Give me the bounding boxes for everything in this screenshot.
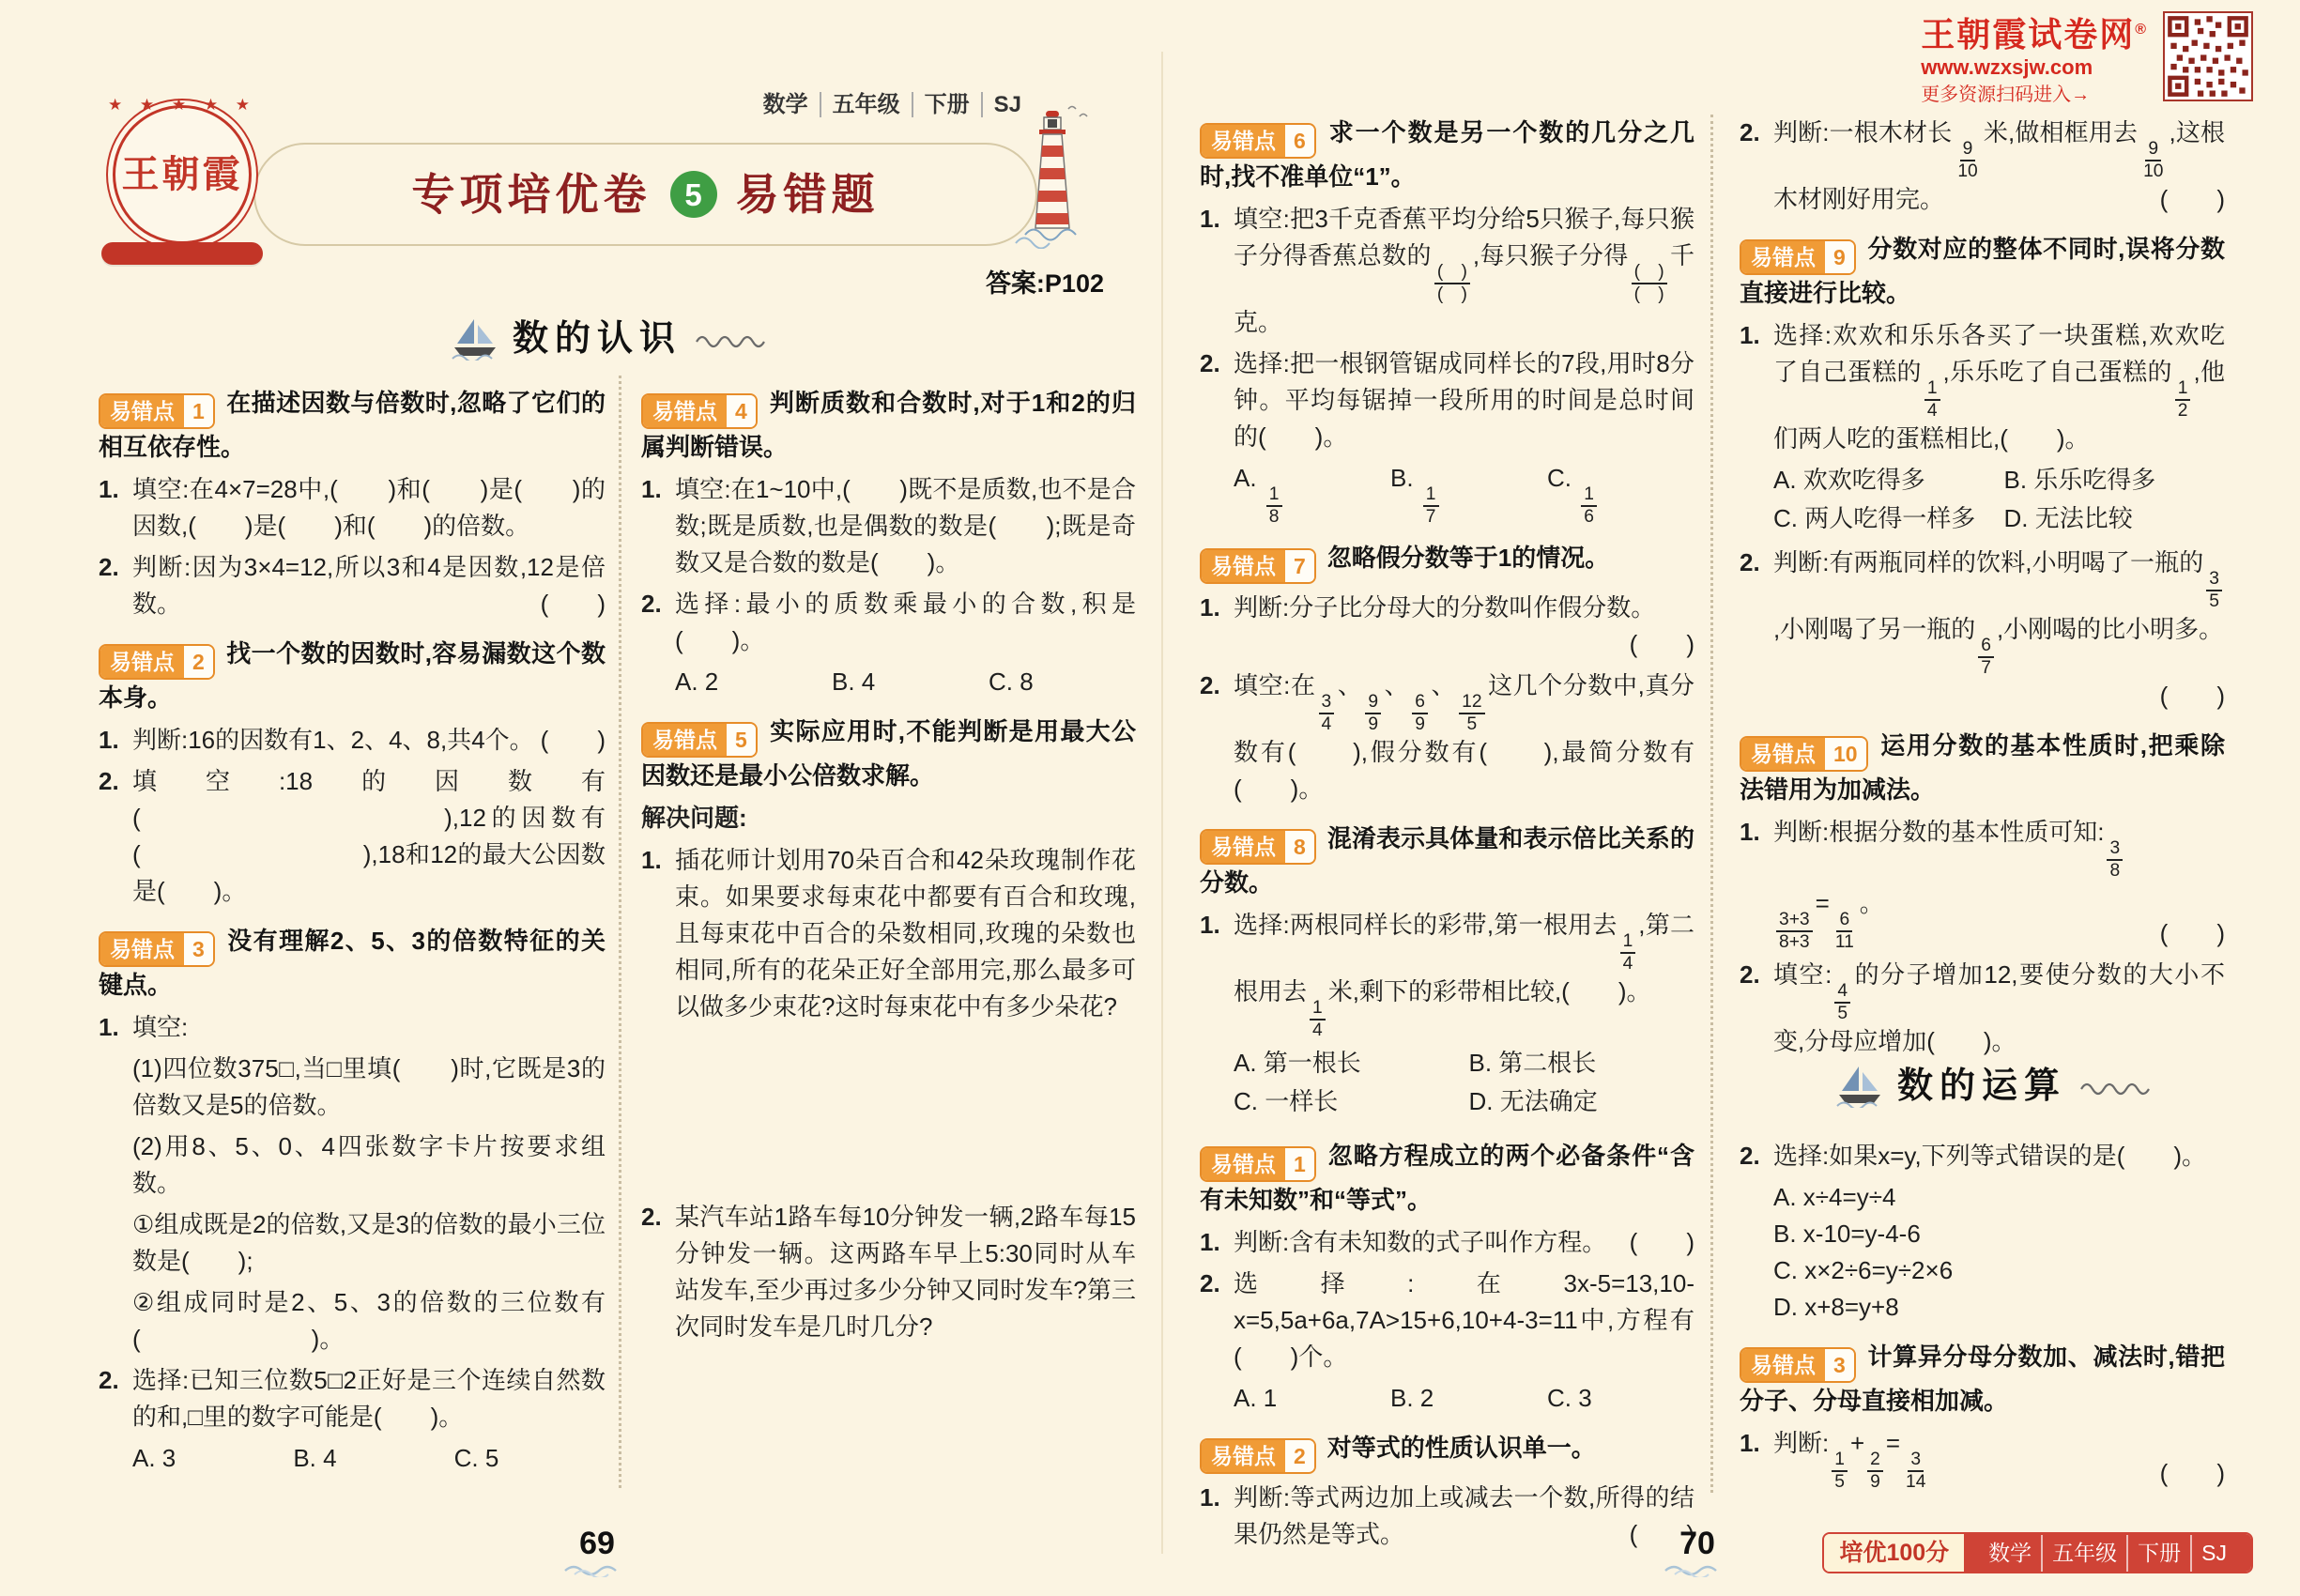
fraction: $\frac{3}{5}$ (2206, 569, 2222, 611)
item-number: 2. (1200, 1269, 1220, 1297)
item-number: 1. (641, 846, 662, 874)
section-title: 数的认识 (513, 318, 682, 359)
badge-number: 10 (1825, 738, 1866, 770)
item-number: 2. (1740, 548, 1760, 577)
answer-blank: ( ) (540, 726, 606, 754)
item-text: 某汽车站1路车每10分钟发一辆,2路车每15分钟发一辆。这两路车早上5:30同时从车站发车,至少再过多少分钟又同时发车?第三次同时发车是几时几分? (675, 1203, 1136, 1341)
item-number: 2. (99, 767, 119, 795)
question-item (1200, 1224, 1694, 1261)
answer-options (1234, 1045, 1694, 1120)
badge-number: 8 (1285, 831, 1314, 863)
badge-number: 3 (184, 933, 213, 965)
fraction: $\frac{12}{5}$ (1459, 692, 1484, 734)
question-item (1740, 957, 2225, 1060)
answer-blank: ( ) (540, 590, 606, 618)
sub-item (99, 1284, 606, 1358)
error-point-text: 实际应用时,不能判断是用最大公因数还是最小公倍数求解。 (641, 717, 1136, 790)
badge-number: 1 (1285, 1148, 1314, 1180)
error-point-badge (1740, 1347, 1856, 1383)
option: B. $\frac{1}{7}$ (1390, 460, 1538, 527)
right-page-column-1-top (1200, 115, 1694, 1128)
question-item (641, 842, 1136, 1025)
fraction: $\frac{6}{7}$ (1978, 636, 1994, 678)
badge-label: 易错点 (1741, 1349, 1825, 1381)
question-item (1740, 885, 2225, 952)
item-number: 2. (1740, 960, 1760, 990)
right-page-column-1-bottom (1200, 1138, 1694, 1558)
task-label (641, 800, 1136, 836)
meta-grade: 五年级 (820, 92, 912, 117)
item-text: 填空:在1~10中,( )既不是质数,也不是合数;既是质数,也是偶数的数是( );既是奇数又是合数的数是( )。 (675, 475, 1136, 576)
question-item (99, 763, 606, 910)
item-number: 1. (1200, 1228, 1220, 1256)
paper-number-circle: 5 (670, 171, 717, 218)
error-point-text: 判断质数和合数时,对于1和2的归属判断错误。 (641, 389, 1136, 461)
badge-number: 9 (1825, 241, 1854, 273)
option: C. 一样长 (1234, 1087, 1339, 1116)
fraction: $\frac{9}{9}$ (1365, 692, 1381, 734)
option: B. 4 (293, 1444, 337, 1472)
brand-stamp (105, 90, 259, 269)
error-point-badge (1200, 1438, 1316, 1474)
page-number: 69 (579, 1526, 615, 1561)
option: B. 第二根长 (1468, 1049, 1597, 1078)
item-number: 1. (1200, 593, 1220, 622)
section-header-number-operations (1835, 1065, 2170, 1108)
error-point-text: 找一个数的因数时,容易漏数这个数本身。 (99, 639, 606, 712)
badge-label: 易错点 (100, 646, 184, 678)
sub-item (99, 1128, 606, 1202)
item-text: 判断:16的因数有1、2、4、8,共4个。 (132, 726, 534, 754)
option: A. 3 (132, 1444, 176, 1472)
error-point-text: 分数对应的整体不同时,误将分数直接进行比较。 (1740, 235, 2225, 308)
option: A. x÷4=y÷4 (1773, 1183, 1896, 1211)
page-number: 70 (1679, 1526, 1715, 1561)
paper-title-banner (253, 143, 1037, 246)
page-fold-line (1161, 52, 1163, 1554)
item-text: 填空: (132, 1013, 189, 1041)
badge-label: 易错点 (1741, 738, 1825, 770)
publisher-logo (1921, 11, 2253, 106)
error-point-text: 在描述因数与倍数时,忽略了它们的相互依存性。 (99, 389, 606, 461)
item-number: 2. (1200, 671, 1220, 700)
question-item (1740, 814, 2225, 881)
item-number: 1. (1740, 321, 1760, 350)
series-volume: 下册 (2126, 1535, 2190, 1572)
badge-number: 2 (184, 646, 213, 678)
badge-label: 易错点 (643, 724, 727, 756)
site-name-text: 王朝霞试卷网 (1921, 15, 2136, 54)
question-item (99, 549, 606, 622)
option: A. 1 (1234, 1384, 1278, 1412)
option: B. 2 (1390, 1384, 1434, 1412)
fraction: $\frac{6}{9}$ (1412, 692, 1428, 734)
error-point-text: 忽略方程成立的两个必备条件“含有未知数”和“等式”。 (1200, 1142, 1694, 1214)
error-point-text: 计算异分母分数加、减法时,错把分子、分母直接相加减。 (1740, 1343, 2225, 1415)
section-title: 数的运算 (1897, 1066, 2067, 1106)
fraction: $\frac{3}{14}$ (1906, 1450, 1926, 1492)
answer-options (132, 1440, 606, 1477)
task-label-text: 解决问题: (641, 804, 747, 832)
fraction: $\frac{9}{10}$ (2143, 139, 2164, 181)
page-number-right (1664, 1526, 1731, 1577)
fraction: $\frac{1}{4}$ (1310, 998, 1326, 1040)
item-text: 填空:18的因数有( ),12的因数有( ),18和12的最大公因数是( )。 (132, 767, 606, 905)
error-point-badge (641, 722, 758, 758)
fraction: $\frac{6}{11}$ (1834, 910, 1854, 952)
error-point-text: 混淆表示具体量和表示倍比关系的分数。 (1200, 824, 1694, 898)
item-number: 2. (641, 590, 662, 618)
column-divider-right-page (1710, 115, 1713, 1493)
badge-label: 易错点 (1202, 1148, 1285, 1180)
registered-mark: ® (2135, 22, 2148, 38)
item-text: 选择:把一根钢管锯成同样长的7段,用时8分钟。平均每锯掉一段所用的时间是总时间的( )。 (1234, 349, 1694, 452)
item-number: 1. (1200, 205, 1220, 233)
question-item (641, 1199, 1136, 1345)
badge-label: 易错点 (1202, 125, 1285, 157)
question-item (1200, 590, 1694, 663)
page-number-left (563, 1526, 631, 1577)
item-text: 判断:一根木材长 $\frac{9}{10}$ 米,做相框用去 $\frac{9}{10}$ ,这根木材刚好用完。 (1773, 118, 2225, 214)
badge-number: 2 (1285, 1440, 1314, 1472)
sailboat-icon (1835, 1065, 1884, 1108)
question-item (1200, 1480, 1694, 1553)
item-text: 选择:在3x-5=13,10-x=5,5a+6a,7A>15+6,10+4-3=11中,方程有( )个。 (1234, 1269, 1694, 1371)
wave-decoration (563, 1562, 631, 1577)
error-point (1200, 115, 1694, 195)
item-number: 1. (1740, 1429, 1760, 1457)
fraction: $\frac{2}{9}$ (1867, 1450, 1883, 1492)
fraction: $\frac{9}{10}$ (1957, 139, 1978, 181)
column-divider-left-page (619, 376, 621, 1488)
series-info (1964, 1534, 2251, 1572)
fraction: $\frac{4}{5}$ (1834, 981, 1850, 1023)
item-text: 选择:欢欢和乐乐各买了一块蛋糕,欢欢吃了自己蛋糕的 $\frac{1}{4}$ ,乐乐吃了自己蛋糕的 $\frac{1}{2}$ ,他们两人吃的蛋糕相比,( )。 (1773, 321, 2225, 453)
error-point (1200, 540, 1694, 584)
brand-name: 王朝霞 (121, 153, 243, 195)
option: A. 2 (675, 668, 719, 696)
option: C. 8 (989, 668, 1034, 696)
item-text: 选择:最小的质数乘最小的合数,积是( )。 (675, 590, 1136, 654)
sub-item (99, 1206, 606, 1280)
series-name: 培优100分 (1824, 1534, 1964, 1572)
item-text: 填空:把3千克香蕉平均分给5只猴子,每只猴子分得香蕉总数的 $\frac{( )}{( )}$ ,每只猴子分得 $\frac{( )}{( )}$ 千克。 (1234, 205, 1694, 337)
sub-item-text: (1)四位数375□,当□里填( )时,它既是3的倍数又是5的倍数。 (132, 1054, 606, 1119)
question-item (1740, 545, 2225, 714)
item-number: 1. (1200, 911, 1220, 940)
fraction: $\frac{1}{4}$ (1924, 378, 1940, 421)
answer-blank: ( ) (1629, 1520, 1694, 1548)
fraction: $\frac{3}{4}$ (1319, 692, 1335, 734)
fraction: $\frac{1}{8}$ (1266, 484, 1282, 527)
answer-options (1234, 460, 1694, 527)
item-number: 1. (1740, 818, 1760, 847)
option: D. 无法确定 (1468, 1087, 1598, 1116)
answer-options (675, 664, 1136, 700)
item-number: 2. (641, 1203, 662, 1231)
paper-title: 专项培优卷 (411, 169, 652, 219)
sub-item (99, 1051, 606, 1124)
error-point-badge (1200, 829, 1316, 865)
sub-item-text: ①组成既是2的倍数,又是3的倍数的最小三位数是( ); (132, 1210, 606, 1275)
item-text: 判断:因为3×4=12,所以3和4是因数,12是倍数。 (132, 553, 606, 618)
option: C. $\frac{1}{6}$ (1547, 460, 1694, 527)
stamp-stars: ★ ★ ★ ★ ★ (107, 96, 257, 114)
option: B. x-10=y-4-6 (1773, 1220, 1921, 1248)
question-item (641, 471, 1136, 581)
item-text: 填空:在 $\frac{3}{4}$ 、 $\frac{9}{9}$ 、 $\frac{6}{9}$ 、 $\frac{12}{5}$ 这几个分数中,真分数有( ),假分数有( ),最简分数有( )。 (1234, 671, 1694, 804)
badge-label: 易错点 (1202, 831, 1285, 863)
item-text: $\frac{3+3}{8+3}$ = $\frac{6}{11}$ 。 (1773, 889, 1884, 917)
item-number: 1. (1200, 1483, 1220, 1512)
question-item (99, 722, 606, 759)
error-point-badge (1200, 123, 1316, 159)
option: C. 3 (1547, 1384, 1592, 1412)
item-text: 选择:已知三位数5□2正好是三个连续自然数的和,□里的数字可能是( )。 (132, 1366, 606, 1431)
series-grade: 五年级 (2041, 1535, 2126, 1572)
fraction: $\frac{1}{6}$ (1581, 484, 1597, 527)
series-edition: SJ (2190, 1535, 2236, 1572)
wave-decoration (1664, 1562, 1731, 1577)
item-text: 填空: $\frac{4}{5}$ 的分子增加12,要使分数的大小不变,分母应增加( )。 (1773, 960, 2225, 1056)
error-point (1740, 231, 2225, 312)
answer-blank: ( ) (2159, 1459, 2225, 1488)
publisher-text (1921, 11, 2148, 106)
fraction: $\frac{3}{8}$ (2107, 838, 2123, 881)
item-number: 2. (99, 553, 119, 581)
stamp-circle (113, 105, 252, 244)
answer-options (1773, 1179, 2225, 1326)
item-number: 2. (1740, 1142, 1760, 1170)
error-point (1200, 1138, 1694, 1219)
option: B. 4 (832, 668, 876, 696)
badge-number: 6 (1285, 125, 1314, 157)
option: C. x×2÷6=y÷2×6 (1773, 1256, 1954, 1284)
answer-options (1234, 1380, 1694, 1417)
item-number: 2. (1740, 118, 1760, 146)
left-page-column-1 (99, 385, 606, 1484)
error-point (1740, 1339, 2225, 1420)
item-text: 判断: $\frac{1}{5}$ + $\frac{2}{9}$ = $\frac{3}{14}$ (1773, 1429, 1931, 1457)
item-text: 判断:分子比分母大的分数叫作假分数。 (1234, 593, 1656, 622)
option: A. 第一根长 (1234, 1049, 1361, 1078)
error-point-badge (99, 393, 215, 429)
error-point-text: 没有理解2、5、3的倍数特征的关键点。 (99, 927, 606, 999)
left-page-column-2 (641, 385, 1136, 1350)
question-item (1200, 668, 1694, 807)
item-number: 1. (99, 475, 119, 503)
error-point-text: 求一个数是另一个数的几分之几时,找不准单位“1”。 (1200, 118, 1694, 191)
badge-number: 1 (184, 395, 213, 427)
question-item (1200, 201, 1694, 341)
badge-label: 易错点 (1202, 550, 1285, 582)
question-item (1200, 1266, 1694, 1375)
section-header-number-sense (451, 317, 785, 361)
sailboat-icon (451, 317, 499, 361)
error-point-text: 忽略假分数等于1的情况。 (1326, 544, 1610, 573)
squiggle-decoration (2079, 1076, 2170, 1097)
question-item (1740, 317, 2225, 457)
fraction: $\frac{1}{4}$ (1620, 931, 1636, 974)
error-point (99, 923, 606, 1004)
fraction: $\frac{1}{5}$ (1832, 1450, 1848, 1492)
meta-subject: 数学 (762, 92, 808, 117)
error-point (1740, 728, 2225, 808)
error-point-badge (641, 393, 758, 429)
paper-subtitle: 易错题 (735, 169, 880, 219)
item-text: 填空:在4×7=28中,( )和( )是( )的因数,( )是( )和( )的倍数。 (132, 475, 606, 540)
answer-options (1773, 462, 2225, 537)
question-item (1200, 345, 1694, 455)
sub-item-text: (2)用8、5、0、4四张数字卡片按要求组数。 (132, 1132, 606, 1197)
fraction: $\frac{1}{7}$ (1423, 484, 1439, 527)
badge-label: 易错点 (1202, 1440, 1285, 1472)
item-number: 1. (99, 1013, 119, 1041)
question-item (1740, 115, 2225, 218)
item-text: 选择:如果x=y,下列等式错误的是( )。 (1773, 1142, 2207, 1170)
qr-code (2163, 11, 2253, 101)
error-point (99, 385, 606, 466)
error-point-text: 运用分数的基本性质时,把乘除法错用为加减法。 (1740, 731, 2225, 805)
option: B. 乐乐吃得多 (2003, 466, 2156, 495)
series-badge (1822, 1532, 2253, 1573)
error-point-badge (1740, 239, 1856, 275)
question-item (99, 1362, 606, 1435)
site-name (1921, 11, 2148, 54)
question-item (99, 1009, 606, 1046)
answer-blank: ( ) (2159, 682, 2225, 711)
squiggle-decoration (695, 329, 785, 349)
meta-volume: 下册 (912, 92, 981, 117)
question-item (1740, 1425, 2225, 1492)
right-page-column-2-top (1740, 115, 2225, 1065)
badge-label: 易错点 (643, 395, 727, 427)
error-point-badge (1200, 548, 1316, 584)
error-point-text: 对等式的性质认识单一。 (1326, 1434, 1596, 1462)
item-number: 1. (99, 726, 119, 754)
error-point-badge (99, 931, 215, 967)
stamp-ribbon (101, 242, 263, 265)
item-text: 判断:含有未知数的式子叫作方程。 (1234, 1228, 1607, 1256)
item-number: 2. (99, 1366, 119, 1394)
error-point (641, 714, 1136, 794)
answer-blank: ( ) (1629, 1228, 1694, 1256)
meta-edition: SJ (981, 92, 1033, 117)
item-number: 1. (641, 475, 662, 503)
answer-reference: 答案:P102 (985, 269, 1104, 298)
sub-item-text: ②组成同时是2、5、3的倍数的三位数有( )。 (132, 1288, 606, 1353)
badge-label: 易错点 (100, 933, 184, 965)
item-text: 插花师计划用70朵百合和42朵玫瑰制作花束。如果要求每束花中都要有百合和玫瑰,且每束花中百合的朵数相同,玫瑰的朵数也相同,所有的花朵正好全部用完,那么最多可以做多少束花?这时每束花中有多少朵花? (675, 846, 1136, 1021)
right-page-column-2-bottom (1740, 1138, 2225, 1496)
answer-blank: ( ) (2159, 919, 2225, 948)
fraction: $\frac{3+3}{8+3}$ (1776, 910, 1813, 952)
error-point-badge (99, 644, 215, 680)
item-text: 选择:两根同样长的彩带,第一根用去 $\frac{1}{4}$ ,第二根用去 $\frac{1}{4}$ 米,剩下的彩带相比较,( )。 (1234, 911, 1694, 1040)
fraction: $\frac{1}{2}$ (2175, 378, 2191, 421)
site-url: www.wzxsjw.com (1921, 55, 2093, 79)
option: A. 欢欢吃得多 (1773, 466, 1925, 495)
item-text: 判断:根据分数的基本性质可知: $\frac{3}{8}$ (1773, 818, 2125, 846)
error-point-badge (1200, 1146, 1316, 1182)
badge-number: 7 (1285, 550, 1314, 582)
badge-label: 易错点 (1741, 241, 1825, 273)
error-point (1200, 1430, 1694, 1474)
option: C. 5 (453, 1444, 499, 1472)
badge-label: 易错点 (100, 395, 184, 427)
badge-number: 5 (727, 724, 756, 756)
error-point (1200, 821, 1694, 901)
option: D. 无法比较 (2003, 504, 2133, 533)
page-header-meta (601, 86, 1033, 123)
answer-blank: ( ) (1629, 630, 1694, 659)
error-point-badge (1740, 736, 1868, 772)
question-item (99, 471, 606, 545)
badge-number: 3 (1825, 1349, 1854, 1381)
question-item (1740, 1138, 2225, 1174)
error-point (641, 385, 1136, 466)
error-point (99, 636, 606, 716)
fraction: $\frac{( )}{( )}$ (1632, 262, 1667, 304)
question-item (1200, 907, 1694, 1040)
fraction: $\frac{( )}{( )}$ (1434, 262, 1470, 304)
item-text: 判断:有两瓶同样的饮料,小明喝了一瓶的 $\frac{3}{5}$ ,小刚喝了另一瓶的 $\frac{6}{7}$ ,小刚喝的比小明多。 (1773, 548, 2224, 678)
item-number: 2. (1200, 349, 1220, 378)
option: D. x+8=y+8 (1773, 1293, 1899, 1321)
question-item (641, 586, 1136, 659)
lighthouse-illustration (1012, 103, 1096, 249)
site-tagline: 更多资源扫码进入→ (1921, 84, 2091, 105)
spacer (641, 1030, 1136, 1194)
item-text: 判断:等式两边加上或减去一个数,所得的结果仍然是等式。 (1234, 1483, 1694, 1548)
answer-blank: ( ) (2159, 185, 2225, 214)
badge-number: 4 (727, 395, 756, 427)
option: C. 两人吃得一样多 (1773, 504, 1976, 533)
option: A. $\frac{1}{8}$ (1234, 460, 1381, 527)
series-subject: 数学 (1988, 1540, 2032, 1565)
